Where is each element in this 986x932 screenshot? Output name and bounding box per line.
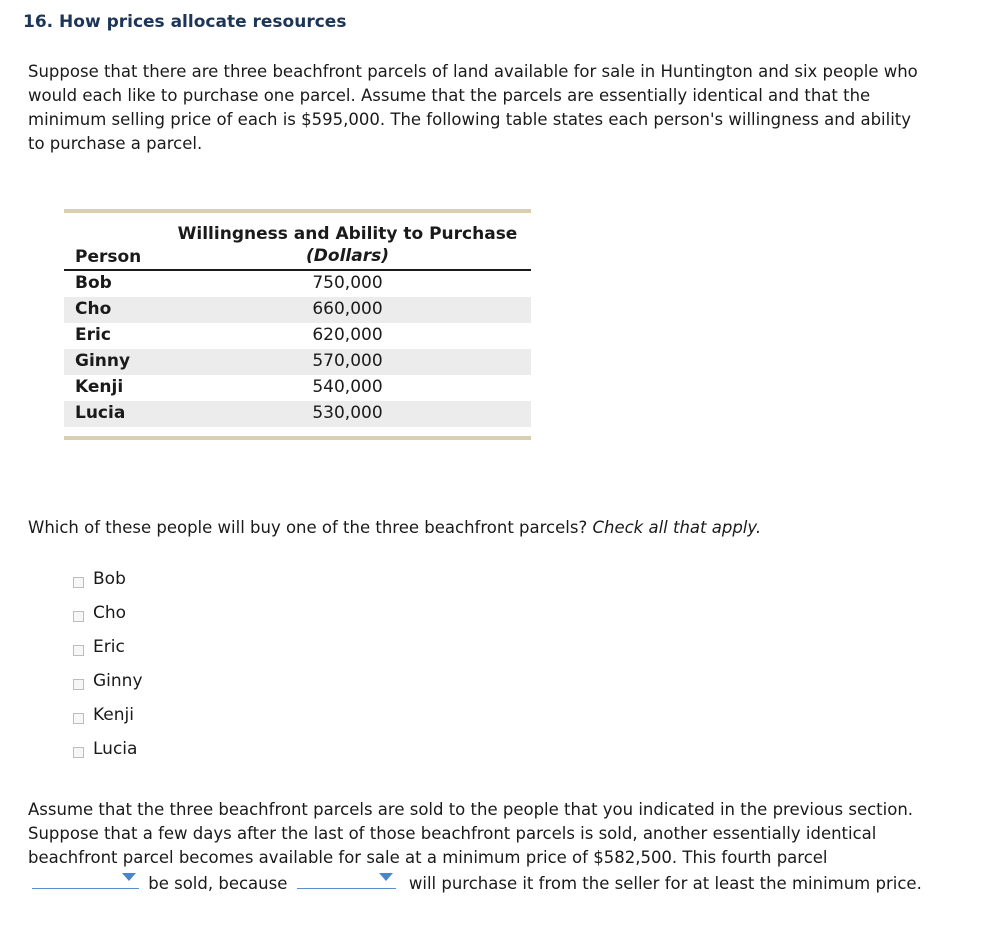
checkbox-cho[interactable]	[73, 611, 84, 622]
table-cell-person: Lucia	[75, 403, 126, 423]
checkbox-label[interactable]: Lucia	[93, 739, 138, 759]
table-cell-value: 570,000	[312, 351, 383, 371]
table-row	[64, 323, 531, 349]
checkbox-option-lucia[interactable]	[73, 732, 143, 766]
checkbox-label[interactable]: Bob	[93, 569, 126, 589]
checkbox-bob[interactable]	[73, 577, 84, 588]
part2-question	[28, 798, 938, 896]
checkbox-lucia[interactable]	[73, 747, 84, 758]
checkbox-option-bob[interactable]	[73, 562, 143, 596]
table-cell-person: Bob	[75, 273, 112, 293]
table-cell-value: 660,000	[312, 299, 383, 319]
table-cell-value: 540,000	[312, 377, 383, 397]
table-cell-person: Kenji	[75, 377, 124, 397]
willingness-table	[64, 209, 531, 440]
part2-text-a: Assume that the three beachfront parcels are sold to the people that you indicated in the previous section. Suppose that a few days after the last of those beachfront parcels is sold, another essentially identical beachfront parcel becomes available for sale at a minimum price of $582,500. This fourth parcel	[28, 800, 914, 867]
checkbox-label[interactable]: Cho	[93, 603, 127, 623]
table-bottom-gap	[64, 427, 531, 436]
table-cell-value: 750,000	[312, 273, 383, 293]
chevron-down-icon[interactable]	[379, 873, 393, 881]
table-header	[64, 213, 531, 269]
dropdown-will-or-will-not[interactable]	[32, 870, 139, 889]
checkbox-label[interactable]: Eric	[93, 637, 125, 657]
part2-text-b: be sold, because	[148, 874, 288, 893]
part1-instruction: Check all that apply.	[592, 518, 762, 537]
table-row	[64, 271, 531, 297]
column-header-unit: (Dollars)	[306, 246, 389, 266]
checkbox-label[interactable]: Kenji	[93, 705, 134, 725]
checkbox-ginny[interactable]	[73, 679, 84, 690]
checkbox-label[interactable]: Ginny	[93, 671, 143, 691]
table-cell-person: Cho	[75, 299, 112, 319]
checkbox-option-cho[interactable]	[73, 596, 143, 630]
table-row	[64, 349, 531, 375]
column-header-person: Person	[75, 247, 142, 267]
dropdown-buyer[interactable]	[297, 870, 396, 889]
table-row	[64, 375, 531, 401]
chevron-down-icon[interactable]	[122, 873, 136, 881]
table-row	[64, 401, 531, 427]
part1-prompt: Which of these people will buy one of the three beachfront parcels?	[28, 518, 588, 537]
table-cell-person: Ginny	[75, 351, 131, 371]
checkbox-kenji[interactable]	[73, 713, 84, 724]
table-cell-value: 620,000	[312, 325, 383, 345]
checkbox-option-eric[interactable]	[73, 630, 143, 664]
checkbox-group	[73, 562, 143, 766]
question-intro: Suppose that there are three beachfront parcels of land available for sale in Huntington and six people who would each like to purchase one parcel. Assume that the parcels are essentially identical and that the minimum selling price of each is $595,000. The following table states each person's willingness and ability to purchase a parcel.	[28, 62, 918, 153]
table-cell-person: Eric	[75, 325, 111, 345]
part1-question	[28, 516, 928, 540]
table-bottom-rule	[64, 436, 531, 440]
table-cell-value: 530,000	[312, 403, 383, 423]
checkbox-eric[interactable]	[73, 645, 84, 656]
column-header-willingness	[164, 223, 531, 267]
checkbox-option-ginny[interactable]	[73, 664, 143, 698]
part2-text-c: will purchase it from the seller for at least the minimum price.	[408, 874, 922, 893]
checkbox-option-kenji[interactable]	[73, 698, 143, 732]
column-header-willingness-label: Willingness and Ability to Purchase	[177, 224, 518, 244]
table-row	[64, 297, 531, 323]
question-title: 16. How prices allocate resources	[23, 12, 347, 32]
